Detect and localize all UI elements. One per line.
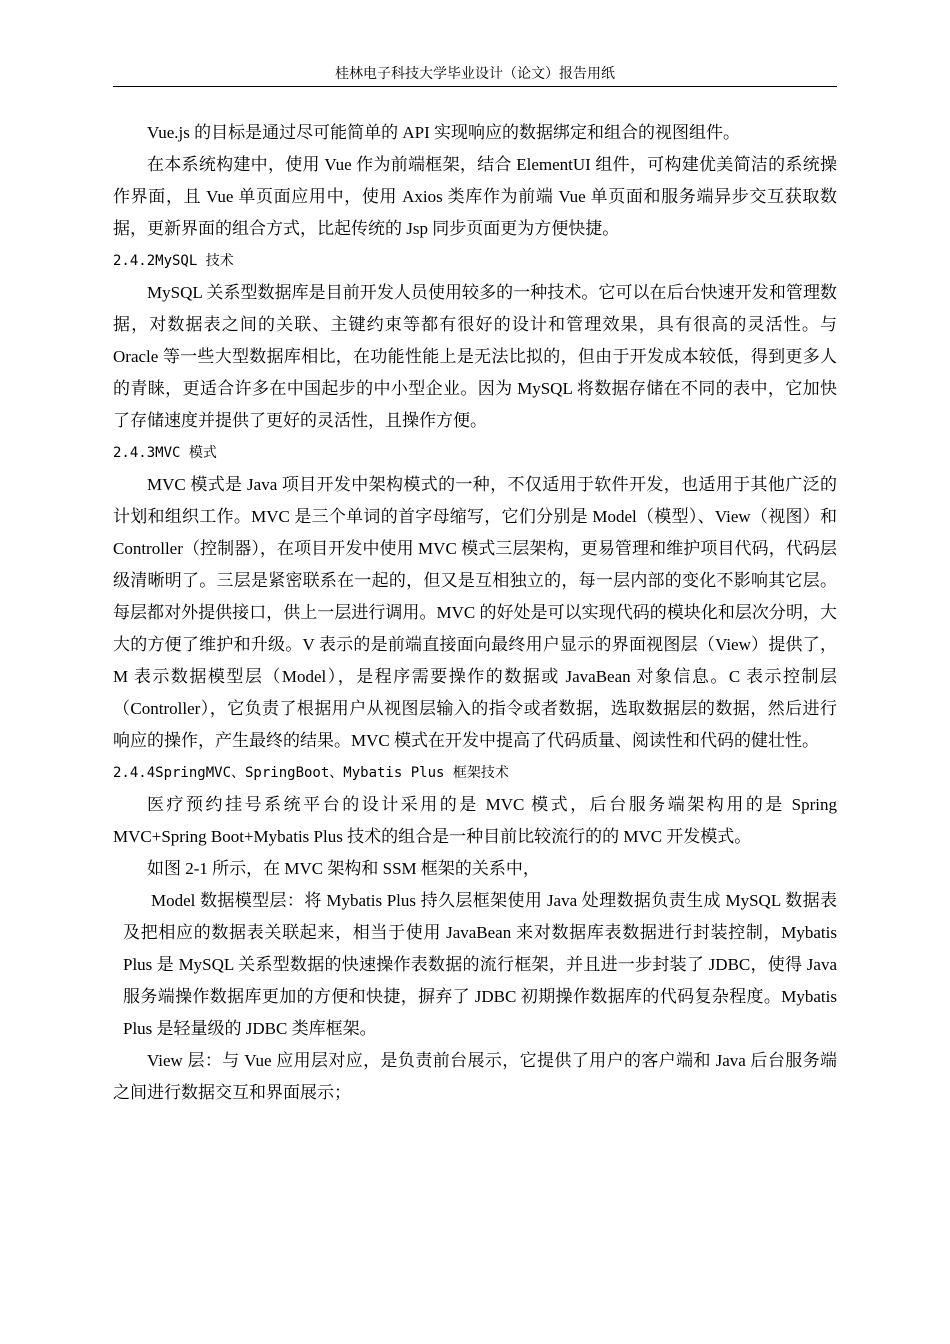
paragraph-view-layer: View 层：与 Vue 应用层对应，是负责前台展示，它提供了用户的客户端和 Java 后台服务端之间进行数据交互和界面展示； [113,1051,837,1102]
paragraph-model-layer: Model 数据模型层：将 Mybatis Plus 持久层框架使用 Java 处理数据负责生成 MySQL 数据表及把相应的数据表关联起来，相当于使用 JavaBean 来对数据库表数据进行封装控制，Mybatis Plus 是 MySQL 关系型数据的快速操作表数据的流行框架，并且进一步封装了 JDBC，使得 Java 服务端操作数据库更加的方便和快捷，摒弃了 JDBC 初期操作数据库的代码复杂程度。Mybatis Plus 是轻量级的 JDBC 类库框架。 [123,891,837,1038]
section-heading-mvc: 2.4.3MVC 模式 [113,445,217,461]
document-body [113,117,837,1109]
paragraph-vue-goal: Vue.js 的目标是通过尽可能简单的 API 实现响应的数据绑定和组合的视图组件。 [147,123,741,142]
section-heading-frameworks: 2.4.4SpringMVC、SpringBoot、Mybatis Plus 框架技术 [113,765,509,781]
paragraph-mvc: MVC 模式是 Java 项目开发中架构模式的一种，不仅适用于软件开发，也适用于其他广泛的计划和组织工作。MVC 是三个单词的首字母缩写，它们分别是 Model（模型）、View（视图）和 Controller（控制器），在项目开发中使用 MVC 模式三层架构，更易管理和维护项目代码，代码层级清晰明了。三层是紧密联系在一起的，但又是互相独立的，每一层内部的变化不影响其它层。每层都对外提供接口，供上一层进行调用。MVC 的好处是可以实现代码的模块化和层次分明，大大的方便了维护和升级。V 表示的是前端直接面向最终用户显示的界面视图层（View）提供了，M 表示数据模型层（Model），是程序需要操作的数据或 JavaBean 对象信息。C 表示控制层（Controller），它负责了根据用户从视图层输入的指令或者数据，选取数据层的数据，然后进行响应的操作，产生最终的结果。MVC 模式在开发中提高了代码质量、阅读性和代码的健壮性。 [113,475,837,750]
page-header-title: 桂林电子科技大学毕业设计（论文）报告用纸 [335,67,615,82]
section-heading-mysql: 2.4.2MySQL 技术 [113,253,234,269]
paragraph-vue-usage: 在本系统构建中，使用 Vue 作为前端框架，结合 ElementUI 组件，可构建优美简洁的系统操作界面，且 Vue 单页面应用中，使用 Axios 类库作为前端 Vue 单页面和服务端异步交互获取数据，更新界面的组合方式，比起传统的 Jsp 同步页面更为方便快捷。 [113,155,837,238]
paragraph-figure-reference: 如图 2-1 所示，在 MVC 架构和 SSM 框架的关系中， [147,859,540,878]
paragraph-ssm-architecture: 医疗预约挂号系统平台的设计采用的是 MVC 模式，后台服务端架构用的是 Spring MVC+Spring Boot+Mybatis Plus 技术的组合是一种目前比较流行的的 MVC 开发模式。 [113,795,837,846]
paragraph-mysql: MySQL 关系型数据库是目前开发人员使用较多的一种技术。它可以在后台快速开发和管理数据，对数据表之间的关联、主键约束等都有很好的设计和管理效果，具有很高的灵活性。与 Oracle 等一些大型数据库相比，在功能性能上是无法比拟的，但由于开发成本较低，得到更多人的青睐，更适合许多在中国起步的中小型企业。因为 MySQL 将数据存储在不同的表中，它加快了存储速度并提供了更好的灵活性，且操作方便。 [113,283,837,430]
header-divider [113,86,837,87]
